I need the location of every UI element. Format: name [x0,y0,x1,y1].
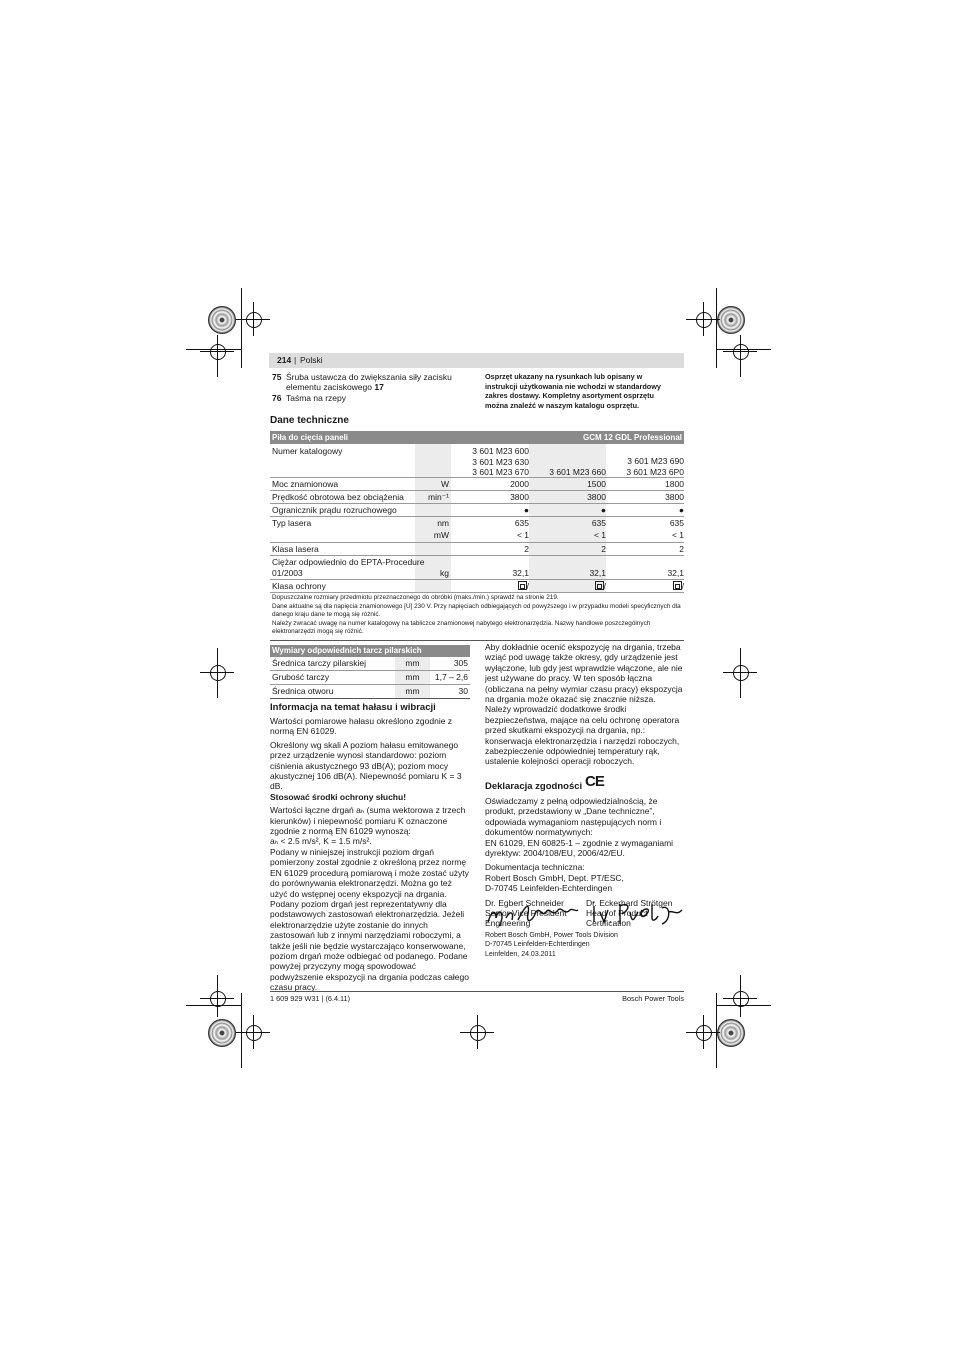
footer-brand: Bosch Power Tools [622,994,684,1003]
footer-doc-number: 1 609 929 W31 | (6.4.11) [270,994,351,1003]
paragraph: Wartości pomiarowe hałasu określono zgodnie z normą EN 61029. [270,716,453,737]
paragraph: Podany poziom drgań jest reprezentatywny dla podstawowych zastosowań elektronarzędzia. Jeżeli elektronarzędzie użyte zostanie do innych zastosowań lub z innymi narzędziami roboczymi, a także jeśli nie będzie wystarczająco konserwowane, poziom drgań może odbiegać od podanego. Podane powyżej przyczyny mogą spowodować podwyższenie ekspozycji na drgania podczas całego czasu pracy. [270,898,469,993]
blade-dimensions-table [270,645,470,699]
vibration-values: aₕ < 2.5 m/s², K = 1.5 m/s². [270,836,372,847]
page-header: 214 | Polski [269,353,684,368]
registration-mark-icon [208,1019,236,1047]
declaration-heading [485,772,684,792]
table-row: Numer katalogowy 3 601 M23 600 3 601 M23 630 3 601 M23 670 3 601 M23 660 3 601 M23 690 3 601 M23 6P0 [272,446,684,477]
warning-text: Stosować środki ochrony słuchu! [270,791,407,802]
table-notes: Dopuszczalne rozmiary przedmiotu przeznaczonego do obróbki (maks./min.) sprawdź na stronie 219. Dane aktualne są dla napięcia znamionowego [U] 230 V. Przy napięciach odbiegających od powyższego i w przypadku modeli specyficznych dla danego kraju dane te mogą się różnić. Należy zwracać uwagę na numer katalogowy na tabliczce znamionowej nabytego elektronarzędzia. Nazwy handlowe poszczególnych elektronarzędzi mogą się różnić. [270,592,684,641]
section-title: Deklaracja zgodności [485,780,583,792]
paragraph: Dokumentacja techniczna: [485,862,585,873]
table-header: Wymiary odpowiednich tarcz pilarskich [270,645,470,657]
paragraph: Należy wprowadzić dodatkowe środki bezpieczeństwa, mające na celu ochronę operatora przed skutkami ekspozycji na drgania, np.: konserwacja elektronarzędzia i narzędzi roboczych, zabezpieczenie odpowiedniej temperatury rąk, ustalenie kolejności operacji roboczych. [485,704,680,767]
noise-section [270,702,470,993]
right-column [485,642,684,932]
paragraph: Oświadczamy z pełną odpowiedzialnością, że produkt, przedstawiony w „Dane techniczne”, odpowiada wymaganiom następujących norm i dokumentów normatywnych: [485,795,662,838]
paragraph: Aby dokładnie ocenić ekspozycję na drgania, trzeba wziąć pod uwagę także okresy, gdy urządzenie jest wyłączone, lub gdy jest wprawdzie włączone, ale nie jest używane do pracy. W ten sposób łączna (obliczana na pełny wymiar czasu pracy) ekspozycja na drgania może okazać się znacznie niższa. [485,642,683,705]
ce-mark-icon: CE [585,772,604,790]
paragraph: EN 61029, EN 60825-1 – zgodnie z wymaganiami dyrektyw: 2004/108/EU, 2006/42/EU. [485,837,674,858]
list-item: 75 Śruba ustawcza do zwiększania siły zacisku elementu zaciskowego 17 [272,372,452,393]
paragraph: D-70745 Leinfelden-Echterdingen [485,883,613,894]
table-row: Ciężar odpowiednio do EPTA-Procedure 01/2003 kg 32,1 32,1 32,1 [272,557,684,578]
double-insulation-icon [518,581,527,590]
page-footer [270,991,684,1003]
table-row: Ogranicznik prądu rozruchowego ● ● ● [272,505,684,515]
page-number: 214 [277,355,292,365]
paragraph: Robert Bosch GmbH, Dept. PT/ESC, [485,872,624,883]
tech-data-table [270,431,684,641]
section-title: Informacja na temat hałasu i wibracji [270,702,436,713]
table-row: Prędkość obrotowa bez obciążenia min⁻¹ 3800 3800 3800 [272,492,684,502]
double-insulation-icon [673,581,682,590]
table-row: Moc znamionowa W 2000 1500 1800 [272,479,684,489]
paragraph: Określony wg skali A poziom hałasu emitowanego przez urządzenie wynosi standardowo: poziom ciśnienia akustycznego 93 dB(A); poziom mocy akustycznej 106 dB(A). Niepewność pomiaru K = 3 dB. [270,739,462,792]
registration-mark-icon [717,306,745,334]
page-language: Polski [300,355,323,365]
table-header: Piła do cięcia paneli GCM 12 GDL Professional [272,433,682,442]
parts-list [272,372,472,403]
section-title: Dane techniczne [270,415,349,426]
table-row: mm Średnica tarczy pilarskiej 305 [270,657,470,671]
declaration-footer: Robert Bosch GmbH, Power Tools Division D-70745 Leinfelden-Echterdingen Leinfelden, 24.03.2011 [485,932,618,958]
registration-mark-icon [717,1019,745,1047]
table-row: Klasa lasera 2 2 2 [272,544,684,554]
list-item: 76 Taśma na rzepy [272,392,346,403]
registration-mark-icon [208,306,236,334]
signatory-1: Dr. Egbert Schneider Senior Vice President Engineering [485,897,567,929]
table-row: mm Grubość tarczy 1,7 – 2,6 [270,671,470,685]
double-insulation-icon [595,581,604,590]
table-row: mm Średnica otworu 30 [270,685,470,699]
accessory-note: Osprzęt ukazany na rysunkach lub opisany w instrukcji użytkowania nie wchodzi w standardowy zakres dostawy. Kompletny asortyment osprzętu można znaleźć w naszym katalogu osprzętu. [485,372,661,410]
paragraph: Wartości łączne drgań aₕ (suma wektorowa z trzech kierunków) i niepewność pomiaru K oznaczone zgodnie z normą EN 61029 wynoszą: [270,805,466,837]
table-row: Typ lasera nm mW 635 < 1 635 < 1 635 < 1 [270,517,684,543]
table-row: Klasa ochrony / / / [272,581,684,591]
paragraph: Podany w niniejszej instrukcji poziom drgań pomierzony został zgodnie z określoną przez normę EN 61029 procedurą pomiarową i może zostać użyty do porównywania elektronarzędzi. Można go też użyć do wstępnej oceny ekspozycji na drgania. [270,846,469,899]
signatory-2: Dr. Eckerhard Strötgen Head of Product Certification [586,897,673,929]
